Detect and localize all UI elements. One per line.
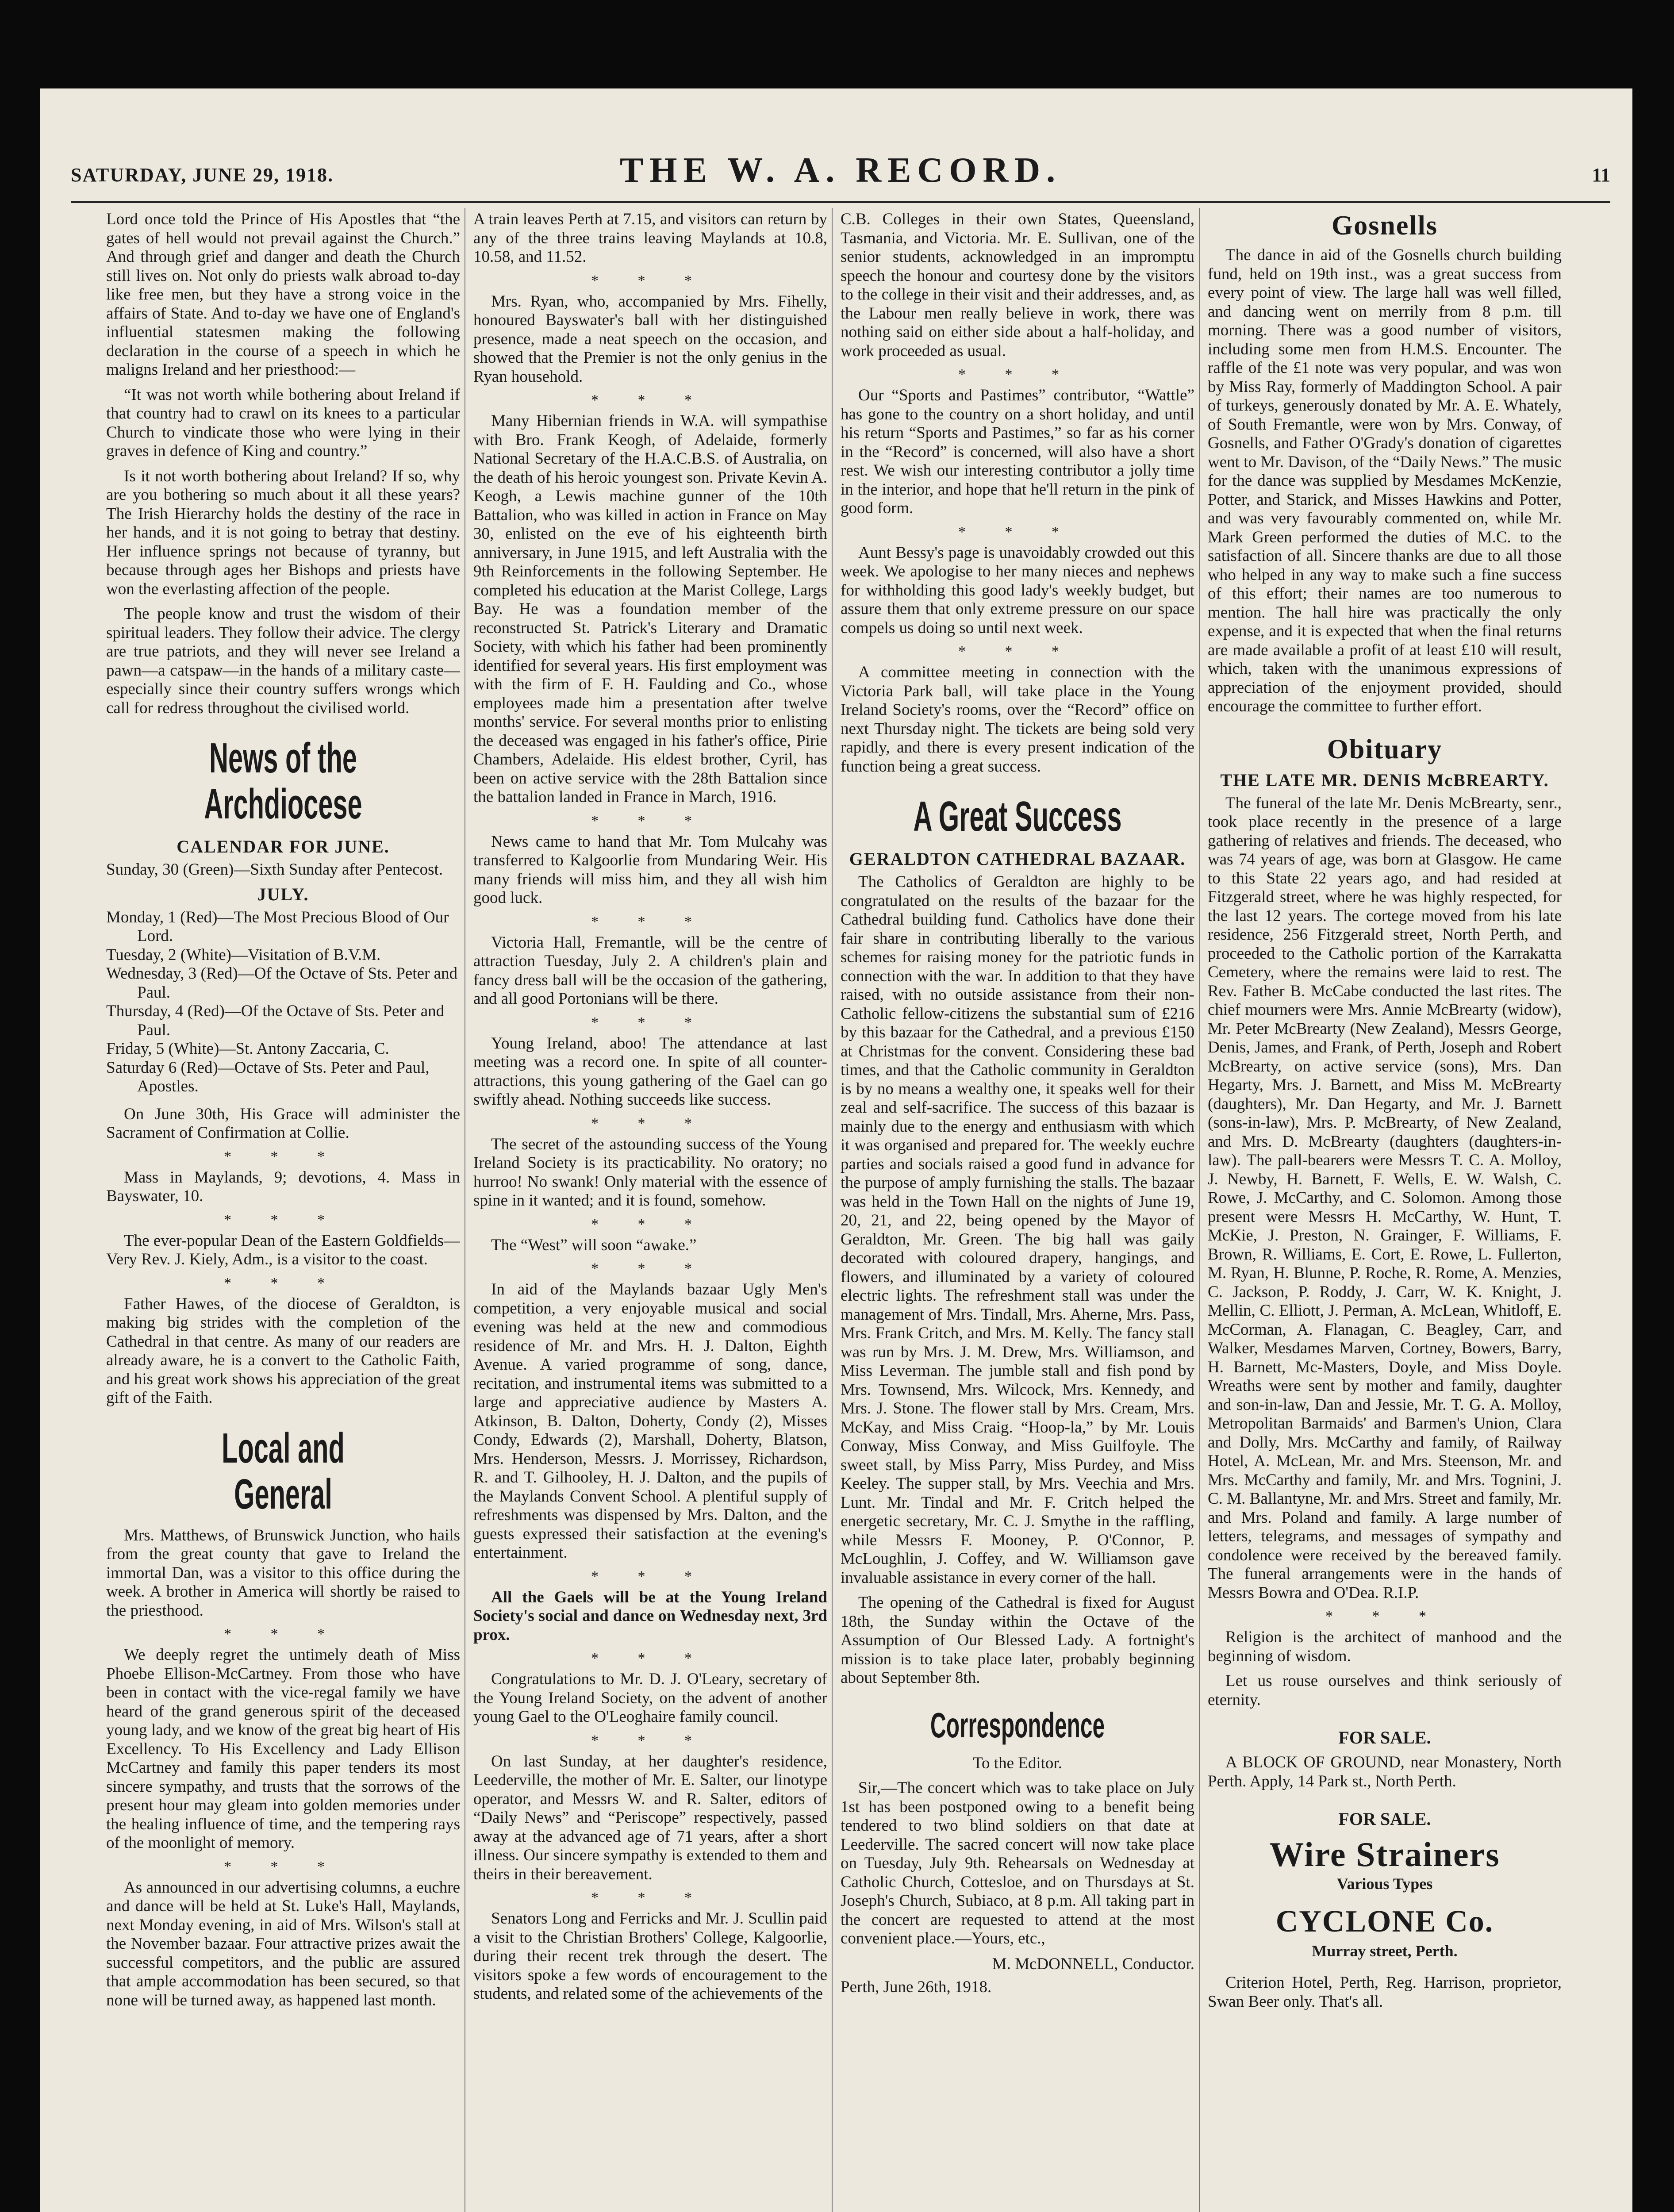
paragraph: “It was not worth while bothering about Ireland if that country had to crawl on its knees to a particular Church to vindicate those who were lying in their graves in defence of King and country.” <box>106 385 460 460</box>
section-heading-local: Local and General <box>222 1424 345 1518</box>
section-heading-gosnells: Gosnells <box>1332 211 1438 241</box>
paragraph-bold: All the Gaels will be at the Young Ireland Society's social and dance on Wednesday next, 3rd prox. <box>473 1588 827 1644</box>
column-1 <box>106 210 460 2212</box>
calendar-heading: CALENDAR FOR JUNE. <box>177 837 390 856</box>
calendar-entry: Monday, 1 (Red)—The Most Precious Blood of Our Lord. <box>106 908 449 945</box>
bazaar-heading: GERALDTON CATHEDRAL BAZAAR. <box>849 849 1186 869</box>
separator-stars: * * * <box>591 1115 710 1132</box>
page-number: 11 <box>1592 164 1610 186</box>
paragraph: Congratulations to Mr. D. J. O'Leary, secretary of the Young Ireland Society, on the advent of another young Gael to the O'Leoghaire family council. <box>473 1670 827 1726</box>
section-heading-correspondence: Correspondence <box>930 1705 1105 1745</box>
section-heading-success: A Great Success <box>913 793 1122 840</box>
column-divider <box>832 208 833 2212</box>
calendar-entry: Friday, 5 (White)—St. Antony Zaccaria, C. <box>106 1040 389 1058</box>
letter-signature: M. McDONNELL, Conductor. <box>992 1955 1194 1973</box>
paragraph: In aid of the Maylands bazaar Ugly Men's competition, a very enjoyable musical and social evening was held at the new and commodious residence of Mr. and Mrs. H. J. Dalton, Eighth Avenue. A varied programme of song, dance, recitation, and instrumental items was submitted to a large and appreciative audience by Masters A. Atkinson, B. Dalton, Doherty, Condy (2), Misses Condy, Edwards (2), Marshall, Doherty, Blatson, Mrs. Henderson, Messrs. J. Morrissey, Richardson, R. and T. Gilhooley, H. J. Dalton, and the pupils of the Maylands Convent School. A plentiful supply of refreshments was dispensed by Mrs. Dalton, and the guests expressed their satisfaction at the evening's entertainment. <box>473 1280 827 1562</box>
for-sale-heading: FOR SALE. <box>1338 1809 1431 1829</box>
column-4 <box>1208 210 1562 2212</box>
ad-product-title: Wire Strainers <box>1269 1835 1500 1874</box>
separator-stars: * * * <box>591 913 710 930</box>
paragraph: The people know and trust the wisdom of their spiritual leaders. They follow their advice. The clergy are true patriots, and they will never see Ireland a pawn—a catspaw—in the hands of a military caste—especially since their country suffers wrongs which call for redress throughout the civilised world. <box>106 605 460 717</box>
paragraph: On last Sunday, at her daughter's residence, Leederville, the mother of Mr. E. Salter, our linotype operator, and Messrs W. and R. Salter, editors of “Daily News” and “Periscope” respectively, passed away at the advanced age of 71 years, after a short illness. Our sincere sympathy is extended to them and theirs in their bereavement. <box>473 1752 827 1883</box>
paragraph: Young Ireland, aboo! The attendance at last meeting was a record one. In spite of all counter-attractions, this young gathering of the Gael can go swiftly ahead. Nothing succeeds like success. <box>473 1034 827 1109</box>
section-heading-obituary: Obituary <box>1327 734 1443 764</box>
obituary-subheading: THE LATE MR. DENIS McBREARTY. <box>1220 770 1549 790</box>
page-header <box>71 150 1610 195</box>
separator-stars: * * * <box>224 1148 342 1165</box>
paragraph: Aunt Bessy's page is unavoidably crowded out this week. We apologise to her many nieces and nephews for withholding this good lady's weekly budget, but assure them that only extreme pressure on our space compels us doing so until next week. <box>841 543 1194 637</box>
separator-stars: * * * <box>591 1889 710 1906</box>
paragraph: The secret of the astounding success of the Young Ireland Society is its practicability. No oratory; no hurroo! No swank! Only material with the essence of spine in it wanted; and it is found, somehow. <box>473 1135 827 1210</box>
paragraph: Father Hawes, of the diocese of Geraldton, is making big strides with the completion of the Cathedral in that centre. As many of our readers are already aware, he is a convert to the Catholic Faith, and his great work shows his appreciation of the great gift of the Faith. <box>106 1294 460 1407</box>
paragraph: The “West” will soon “awake.” <box>491 1236 697 1254</box>
separator-stars: * * * <box>591 1732 710 1749</box>
paragraph: On June 30th, His Grace will administer the Sacrament of Confirmation at Collie. <box>106 1105 460 1142</box>
paragraph: Religion is the architect of manhood and the beginning of wisdom. <box>1208 1628 1562 1665</box>
paragraph: The ever-popular Dean of the Eastern Goldfields—Very Rev. J. Kiely, Adm., is a visitor to the coast. <box>106 1231 460 1268</box>
separator-stars: * * * <box>591 392 710 408</box>
separator-stars: * * * <box>1325 1608 1444 1624</box>
calendar-entry: Saturday 6 (Red)—Octave of Sts. Peter and Paul, Apostles. <box>106 1058 430 1095</box>
separator-stars: * * * <box>591 1014 710 1031</box>
separator-stars: * * * <box>591 272 710 289</box>
paragraph: Sir,—The concert which was to take place on July 1st has been postponed owing to a benefit being tendered to two blind soldiers on that date at Leederville. The sacred concert will now take place on Tuesday, July 9th. Rehearsals on Wednesday at Catholic Church, Cottesloe, and on Thursdays at St. Joseph's Church, Subiaco, at 8 p.m. All taking part in the concert are requested to attend at the most convenient place.—Yours, etc., <box>841 1779 1194 1947</box>
paragraph: As announced in our advertising columns, a euchre and dance will be held at St. Luke's Hall, Maylands, next Monday evening, in aid of Mrs. Wilson's stall at the November bazaar. Four attractive prizes await the successful competitors, and the public are assured that ample accommodation has been secured, so that none will be turned away, as happened last month. <box>106 1878 460 2009</box>
separator-stars: * * * <box>224 1275 342 1291</box>
calendar-month-heading: JULY. <box>257 884 309 904</box>
paragraph: News came to hand that Mr. Tom Mulcahy was transferred to Kalgoorlie from Mundaring Weir. His many friends will miss him, and they all wish him good luck. <box>473 832 827 907</box>
paragraph: A committee meeting in connection with the Victoria Park ball, will take place in the Young Ireland Society's rooms, over the “Record” office on next Thursday night. The tickets are being sold very rapidly, and there is every present indication of the function being a great success. <box>841 663 1194 776</box>
calendar-entry: Thursday, 4 (Red)—Of the Octave of Sts. Peter and Paul. <box>106 1002 445 1039</box>
separator-stars: * * * <box>591 1568 710 1585</box>
separator-stars: * * * <box>224 1858 342 1875</box>
separator-stars: * * * <box>591 1260 710 1277</box>
ad-product-subtitle: Various Types <box>1336 1875 1433 1893</box>
letter-salutation-heading: To the Editor. <box>973 1754 1062 1772</box>
separator-stars: * * * <box>224 1626 342 1642</box>
paragraph: The funeral of the late Mr. Denis McBrearty, senr., took place recently in the presence of a large gathering of relatives and friends. The deceased, who was 74 years of age, was born at Glasgow. He came to this State 22 years ago, and had resided at Fitzgerald street, where he was highly respected, for the last 12 years. The cortege moved from his late residence, 256 Fitzgerald street, North Perth, and proceeded to the Catholic portion of the Karrakatta Cemetery, where the remains were laid to rest. The Rev. Father B. McCabe conducted the last rites. The chief mourners were Mrs. Annie McBrearty (widow), Mr. Peter McBrearty (New Zealand), Messrs George, Denis, James, and Frank, of Perth, Joseph and Robert McBrearty, on active service (sons), Mrs. Dan Hegarty, Mrs. J. Barnett, and Miss M. McBrearty (daughters), Mr. Dan Hegarty, and Mr. J. Barnett (sons-in-law), Mrs. P. McBrearty, of New Zealand, and Mrs. D. McBrearty (daughters (daughters-in-law). The pall-bearers were Messrs T. C. A. Molloy, J. Newby, H. Barnett, F. Wells, E. W. Walsh, C. Rowe, J. McCarthy, and C. Solomon. Among those present were Messrs H. McCarthy, W. Hunt, T. McKie, J. Preston, N. Grainger, F. Williams, F. Brown, R. Williams, E. Cort, E. Rowe, L. Fullerton, M. Ryan, H. Blunne, P. Roche, R. Rome, A. Menzies, C. Jackson, P. Roddy, J. Carr, W. K. Knight, J. Mellin, C. Elliott, J. Perman, A. McLean, Whitloff, E. McCorman, A. Flanagan, C. Beagley, Carr, and Walker, Mesdames Marven, Cortney, Bowers, Barry, H. Barnett, Mc-Masters, Doyle, and Miss Doyle. Wreaths were sent by mother and family, daughter and son-in-law, Dan and Jessie, Mr. T. G. A. Molloy, Metropolitan Barmaids' and Barmen's Union, Clara and Dolly, Mrs. McCarthy and family, of Railway Hotel, A. McLean, Mr. and Mrs. Steenson, Mr. and Mrs. McCarthy and family, Mr. and Mrs. Tognini, J. C. M. Ballantyne, Mr. and Mrs. Street and family, Mr. and Mrs. Poland and family. A large number of letters, telegrams, and messages of sympathy and condolence were received by the bereaved family. The funeral arrangements were in the hands of Messrs Bowra and O'Dea. R.I.P. <box>1208 794 1562 1602</box>
separator-stars: * * * <box>591 1650 710 1667</box>
separator-stars: * * * <box>591 812 710 829</box>
separator-stars: * * * <box>224 1211 342 1228</box>
calendar-entry: Sunday, 30 (Green)—Sixth Sunday after Pentecost. <box>106 860 443 879</box>
paragraph: Mrs. Matthews, of Brunswick Junction, who hails from the great county that gave to Ireland the immortal Dan, was a visitor to this office during the week. A brother in America will shortly be raised to the priesthood. <box>106 1526 460 1620</box>
header-rule <box>71 201 1610 203</box>
letter-date: Perth, June 26th, 1918. <box>841 1978 992 1996</box>
paragraph: We deeply regret the untimely death of Miss Phoebe Ellison-McCartney. From those who have been in contact with the vice-regal family we have heard of the grand generous spirit of the deceased young lady, and we know of the great big heart of His Excellency. To His Excellency and Lady Ellison McCartney and family this paper tenders its most sincere sympathy, and trusts that the sorrows of the present hour may gleam into golden memories under the healing influence of time, and the tempering rays of the moonlight of memory. <box>106 1646 460 1852</box>
paragraph: The Catholics of Geraldton are highly to be congratulated on the results of the bazaar for the Cathedral building fund. Catholics have done their fair share in contributing liberally to the various schemes for raising money for the patriotic funds in connection with the war. In addition to that they have raised, with no outside assistance from their non-Catholic fellow-citizens the substantial sum of £216 by this bazaar for the Cathedral, and a previous £150 at Christmas for the convent. Considering these bad times, and that the Catholic community in Geraldton is by no means a wealthy one, it speaks well for their zeal and self-sacrifice. The success of this bazaar is mainly due to the energy and enthusiasm with which it was organised and prepared for. The weekly euchre parties and socials raised a good fund in advance for the purpose of amply furnishing the stalls. The bazaar was held in the Town Hall on the nights of June 19, 20, 21, and 22, being opened by the Mayor of Geraldton, Mr. Green. The big hall was gaily decorated with coloured drapery, hangings, and flowers, and illuminated by a variety of coloured electric lights. The refreshment stall was under the management of Mrs. Tindall, Mrs. Aherne, Mrs. Pass, Mrs. Frank Critch, and Mrs. M. Kelly. The fancy stall was run by Mrs. J. M. Drew, Mrs. Williamson, and Miss Leverman. The jumble stall and fish pond by Mrs. Townsend, Mrs. Wilcock, Mrs. Kennedy, and Mrs. J. Stone. The flower stall by Mrs. Cream, Mrs. McKay, and Miss Craig. “Hoop-la,” by Mr. Louis Conway, Miss Conway, and Miss Guilfoyle. The sweet stall, by Miss Parry, Miss Purdey, and Miss Keeley. The supper stall, by Mrs. Veechia and Mrs. Lunt. Mr. Tindal and Mr. F. Critch helped the energetic secretary, Mr. C. J. Smythe in the raffling, while Messrs F. Mooney, P. O'Connor, P. McLoughlin, J. Coffey, and W. Williamson gave invaluable assistance in every corner of the hall. <box>841 873 1194 1587</box>
paragraph: Senators Long and Ferricks and Mr. J. Scullin paid a visit to the Christian Brothers' College, Kalgoorlie, during their recent trek through the desert. The visitors spoke a few words of encouragement to the students, and related some of the achievements of the <box>473 1909 827 2003</box>
paragraph: Is it not worth bothering about Ireland? If so, why are you bothering so much about it all these years? The Irish Hierarchy holds the destiny of the race in her hands, and it is not going to betray that destiny. Her influence springs not because of tyranny, but because through ages her Bishops and priests have won the everlasting affection of the people. <box>106 467 460 598</box>
paragraph: Mass in Maylands, 9; devotions, 4. Mass in Bayswater, 10. <box>106 1168 460 1205</box>
ad-company-address: Murray street, Perth. <box>1312 1942 1458 1960</box>
paragraph: Victoria Hall, Fremantle, will be the centre of attraction Tuesday, July 2. A children's plain and fancy dress ball will be the occasion of the gathering, and all good Portonians will be there. <box>473 933 827 1008</box>
for-sale-heading: FOR SALE. <box>1338 1728 1431 1747</box>
paragraph: The opening of the Cathedral is fixed for August 18th, the Sunday within the Octave of the Assumption of Our Blessed Lady. A fortnight's mission is to take place later, probably beginning about September 8th. <box>841 1594 1194 1687</box>
calendar-entry: Wednesday, 3 (Red)—Of the Octave of Sts. Peter and Paul. <box>106 964 458 1002</box>
paragraph: Many Hibernian friends in W.A. will sympathise with Bro. Frank Keogh, of Adelaide, formerly National Secretary of the H.A.C.B.S. of Australia, on the death of his heroic youngest son. Private Kevin A. Keogh, a Lewis machine gunner of the 10th Battalion, who was killed in action in France on May 30, enlisted on the eve of his eighteenth birth anniversary, in June 1915, and left Australia with the 9th Reinforcements in the following September. He completed his education at the Marist College, Largs Bay. He was a foundation member of the reconstructed St. Patrick's Literary and Dramatic Society, with which his father had been prominently identified for several years. His first employment was with the firm of F. H. Faulding and Co., whose employees made him a presentation after twelve months' service. For several months prior to enlisting the deceased was engaged in his father's office, Pirie Chambers, Adelaide. His eldest brother, Cyril, has been on active service with the 28th Battalion since the battalion landed in France in March, 1916. <box>473 412 827 806</box>
separator-stars: * * * <box>958 643 1077 660</box>
classified-ad-text: Criterion Hotel, Perth, Reg. Harrison, proprietor, Swan Beer only. That's all. <box>1208 1974 1562 2011</box>
column-divider <box>1199 208 1200 2212</box>
paragraph: The dance in aid of the Gosnells church building fund, held on 19th inst., was a great success from every point of view. The large hall was well filled, and dancing went on merrily from 8 p.m. till morning. There was a good number of visitors, including some men from H.M.S. Encounter. The raffle of the £1 note was very popular, and was won by Miss Ray, formerly of Maddington School. A pair of turkeys, generously donated by Mr. A. E. Whately, of South Fremantle, were won by Mrs. Conway, of Gosnells, and Father O'Grady's donation of cigarettes went to Mr. Davison, of the “Daily News.” The music for the dance was supplied by Mesdames McKenzie, Potter, and Starick, and Misses Hawkins and Potter, and was very favourably commented on, while Mr. Mark Green performed the duties of M.C. to the satisfaction of all. Sincere thanks are due to all those who helped in any way to make such a fine success of this effort; their names are too numerous to mention. The hall hire was practically the only expense, and it is expected that when the final returns are made available a profit of at least £10 will result, which, taken with the unanimous expressions of appreciation of the enjoyment provided, should encourage the committee to further effort. <box>1208 246 1562 715</box>
paragraph: C.B. Colleges in their own States, Queensland, Tasmania, and Victoria. Mr. E. Sullivan, one of the senior students, acknowledged in an impromptu speech the honour and courtesy done by the visitors to the college in their visit and their addresses, and, as the Labour men really believe in work, there was nothing said on either side about a half-holiday, and work proceeded as usual. <box>841 210 1194 360</box>
issue-date: SATURDAY, JUNE 29, 1918. <box>71 164 334 186</box>
masthead-title: THE W. A. RECORD. <box>619 151 1062 190</box>
separator-stars: * * * <box>591 1216 710 1233</box>
column-3 <box>841 210 1194 2212</box>
calendar-entry: Tuesday, 2 (White)—Visitation of B.V.M. <box>106 945 381 964</box>
separator-stars: * * * <box>958 366 1077 383</box>
ad-company-name: CYCLONE Co. <box>1275 1905 1494 1939</box>
classified-ad-text: A BLOCK OF GROUND, near Monastery, North Perth. Apply, 14 Park st., North Perth. <box>1208 1753 1562 1790</box>
paragraph: A train leaves Perth at 7.15, and visitors can return by any of the three trains leaving Maylands at 10.8, 10.58, and 11.52. <box>473 210 827 266</box>
paragraph: Let us rouse ourselves and think seriously of eternity. <box>1208 1672 1562 1709</box>
paragraph: Mrs. Ryan, who, accompanied by Mrs. Fihelly, honoured Bayswater's ball with her distinguished presence, made a neat speech on the occasion, and showed that the Premier is not the only genius in the Ryan household. <box>473 292 827 386</box>
separator-stars: * * * <box>958 523 1077 540</box>
paragraph: Lord once told the Prince of His Apostles that “the gates of hell would not prevail against the Church.” And through grief and danger and death the Church still lives on. Not only do priests walk abroad to-day like free men, but they have a strong voice in the affairs of State. And to-day we have one of England's influential statesmen making the following declaration in the course of a speech in which he maligns Ireland and her priesthood:— <box>106 210 460 379</box>
column-2 <box>473 210 827 2212</box>
section-heading-archdiocese: News of the Archdiocese <box>204 734 362 828</box>
paragraph: Our “Sports and Pastimes” contributor, “Wattle” has gone to the country on a short holiday, and until his return “Sports and Pastimes,” so far as his corner in the “Record” is concerned, will also have a short rest. We wish our interesting contributor a jolly time in the interior, and hope that he'll return in the pink of good form. <box>841 386 1194 517</box>
